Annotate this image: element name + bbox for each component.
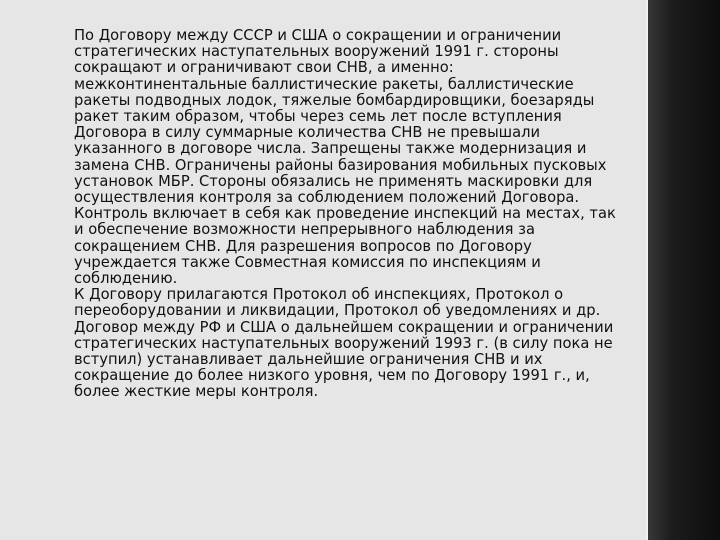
paragraph-start-treaty-1993: Договор между РФ и США о дальнейшем сокращении и ограничении стратегических наступательных вооружений 1993 г. (в силу пока не вступил) устанавливает дальнейшие ограничения СНВ и их сокращение до более низкого уровня, чем по Договору 1991 г., и, более жесткие меры контроля. xyxy=(74,318,614,401)
paragraph-protocols: К Договору прилагаются Протокол об инспекциях, Протокол о переоборудовании и ликвидации, Протокол об уведомлениях и др. xyxy=(74,286,601,320)
paragraph-start-treaty-1991: По Договору между СССР и США о сокращении и ограничении стратегических наступательных вооружений 1991 г. стороны сокращают и ограничивают свои СНВ, а именно: межконтинентальные баллистические ракеты, баллистические ракеты подводных лодок, тяжелые бомбардировщики, боезаряды ракет таким образом, чтобы через семь лет после вступления Договора в силу суммарные количества СНВ не превышали указанного в договоре числа. Запрещены также модернизация и замена СНВ. Ограничены районы базирования мобильных пусковых установок МБР. Стороны обязались не применять маскировки для осуществления контроля за соблюдением положений Договора. Контроль включает в себя как проведение инспекций на местах, так и обеспечение возможности непрерывного наблюдения за сокращением СНВ. Для разрешения вопросов по Договору учреждается также Совместная комиссия по инспекциям и соблюдению. xyxy=(74,27,616,288)
text-block xyxy=(74,28,622,401)
side-band xyxy=(646,0,720,540)
